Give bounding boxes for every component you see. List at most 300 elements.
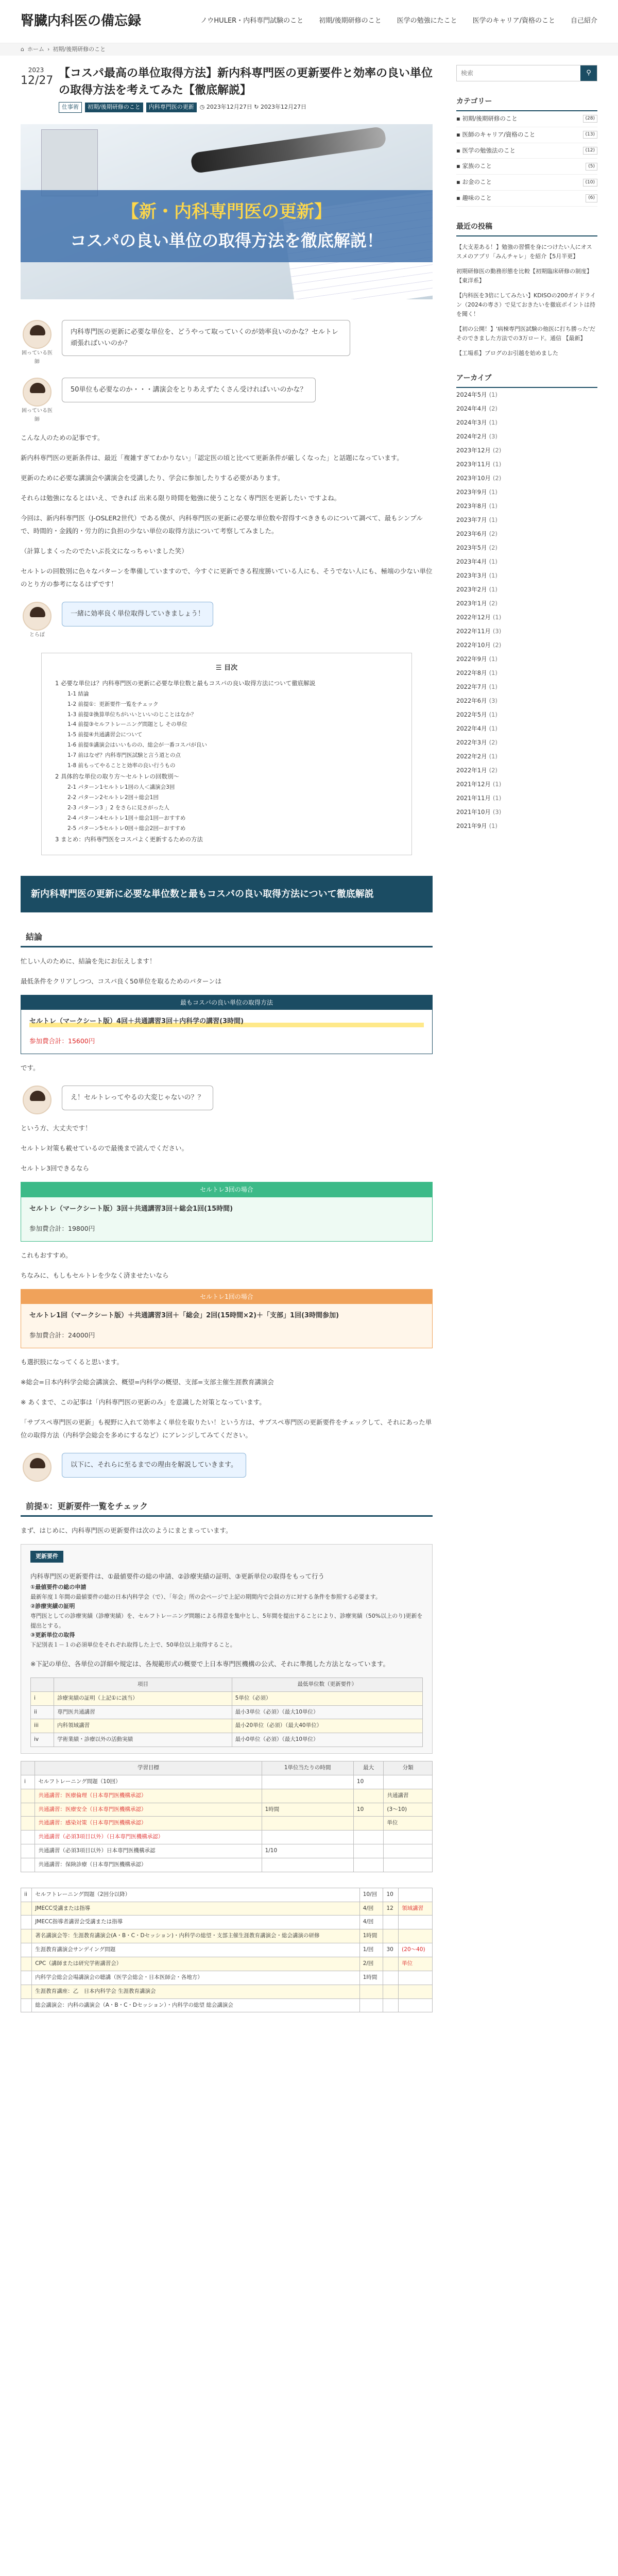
table-cell: i: [31, 1691, 54, 1705]
sidebar: [456, 65, 597, 2576]
post-title: 【コスパ最高の単位取得方法】新内科専門医の更新要件と効率の良い単位の取得方法を考えてみた【徹底解説】: [59, 67, 433, 97]
archive-count: (1): [489, 683, 497, 690]
category-item[interactable]: [456, 127, 597, 143]
category-label[interactable]: ▪ 医師のキャリア/資格のこと: [456, 130, 536, 138]
article: [21, 65, 433, 2576]
box-title: 更新要件: [30, 1551, 63, 1563]
box-cost: 参加費合計：24000円: [29, 1331, 95, 1340]
search-box: [456, 65, 597, 81]
table-cell: 著名講演会等：生涯教育講演会(A・B・C・Dセッション)・内科学の総望・支部主催生涯教育講演会・総会講演の研修: [32, 1929, 359, 1943]
table-cell: [353, 1817, 383, 1831]
category-item[interactable]: [456, 111, 597, 127]
recent-post-link[interactable]: 【初の公開！】'病棟専門医試験の他医に打ち勝った'だそのできました方法での3万ロード。通信 【最新】: [456, 326, 596, 342]
hero-line-2: コスパの良い単位の取得方法を徹底解説！: [70, 231, 383, 251]
requirements-box: [21, 1544, 433, 1754]
table-cell: [383, 1957, 399, 1971]
author-avatar: [21, 1453, 54, 1482]
author-avatar: とらぽ: [21, 602, 54, 639]
archive-item[interactable]: [456, 499, 597, 513]
archive-count: (1): [492, 794, 502, 802]
archive-item[interactable]: [456, 416, 597, 430]
archive-item[interactable]: [456, 652, 597, 666]
table-cell: 共通講習：医療倫理（日本専門医機構承認）: [35, 1789, 262, 1803]
category-count: (6): [586, 194, 597, 202]
archive-month[interactable]: 2023年12月: [456, 446, 491, 454]
archive-count: (1): [489, 711, 497, 719]
table-cell: [262, 1831, 353, 1844]
toc-subitem[interactable]: 1-8 前もってやることと効率の良い行うもの: [67, 762, 176, 769]
archive-month[interactable]: 2023年5月: [456, 544, 487, 551]
table-cell: 5単位（必須）: [232, 1691, 422, 1705]
table-row: [31, 1733, 423, 1747]
table-cell: 学術業績・診療以外の活動実績: [54, 1733, 232, 1747]
paragraph: まず、はじめに、内科専門医の更新要件は次のようにまとまっています。: [21, 1527, 232, 1535]
archive-month[interactable]: 2024年3月: [456, 418, 487, 426]
section-heading: 新内科専門医の更新に必要な単位数と最もコスパの良い取得方法について徹底解説: [21, 876, 433, 912]
archive-month[interactable]: 2023年4月: [456, 557, 487, 565]
archive-count: (1): [489, 655, 497, 663]
toc-subitem[interactable]: 2-5 パターン5セルトレ0回＋総会2回ーおすすめ: [67, 825, 186, 832]
table-cell: 総会講演会：内科の講演会（A・B・C・Dセッション）・内科学の総望 総会講演会: [32, 1998, 359, 2012]
pattern-box: [21, 1289, 433, 1348]
toc-list: [55, 678, 398, 845]
archive-item[interactable]: [456, 430, 597, 444]
toc-subitem[interactable]: 1-5 前提④共通講習会について: [67, 732, 143, 738]
nav-item[interactable]: ノウHULER・内科専門試験のこと: [200, 17, 304, 25]
archive-month[interactable]: 2022年8月: [456, 669, 487, 676]
archive-list: [456, 388, 597, 834]
table-cell: iii: [31, 1719, 54, 1733]
doctor-avatar: [21, 1086, 54, 1114]
table-cell: ii: [31, 1705, 54, 1719]
archive-item[interactable]: [456, 638, 597, 652]
table-cell: [399, 1985, 433, 1998]
archive-month[interactable]: 2023年10月: [456, 474, 491, 482]
table-cell: [399, 1916, 433, 1929]
archive-month[interactable]: 2022年11月: [456, 627, 491, 635]
archive-month[interactable]: 2023年6月: [456, 530, 487, 537]
category-item[interactable]: [456, 159, 597, 175]
archive-item[interactable]: [456, 457, 597, 471]
paragraph: という方、大丈夫です！: [21, 1124, 92, 1132]
archive-count: (1): [489, 516, 497, 523]
box-title: セルトレ3回の場合: [21, 1182, 432, 1197]
archive-month[interactable]: 2022年10月: [456, 641, 491, 649]
table-cell: [262, 1817, 353, 1831]
category-list: [456, 111, 597, 207]
table-row: [21, 1789, 433, 1803]
archive-item[interactable]: [456, 541, 597, 555]
table-cell: [383, 1998, 399, 2012]
archive-item[interactable]: [456, 569, 597, 583]
table-cell: [21, 1858, 35, 1872]
table-cell: [21, 1916, 32, 1929]
table-cell: [21, 1803, 35, 1817]
speech-block: [21, 320, 433, 366]
archive-month[interactable]: 2021年12月: [456, 781, 491, 788]
speech-bubble: え！セルトレってやるの大変じゃないの？？: [62, 1086, 213, 1110]
category-badge[interactable]: 内科専門医の更新: [146, 103, 197, 112]
archive-count: (1): [489, 822, 497, 830]
doctor-avatar: 困っている医師: [21, 320, 54, 366]
toc-subitem[interactable]: 1-4 前提③セルフトレーニング問題とし その単位: [67, 721, 187, 728]
archive-count: (2): [489, 767, 497, 774]
table-cell: [21, 1957, 32, 1971]
archive-item[interactable]: [456, 722, 597, 736]
units-table: [21, 1761, 433, 1872]
table-cell: [21, 1929, 32, 1943]
archive-count: (2): [489, 739, 497, 747]
table-cell: (3〜10): [384, 1803, 433, 1817]
archive-count: (1): [489, 502, 497, 510]
archive-item[interactable]: [456, 805, 597, 819]
table-cell: [21, 1943, 32, 1957]
table-cell: [384, 1858, 433, 1872]
doctor-avatar: 困っている医師: [21, 378, 54, 424]
nav-item[interactable]: 自己紹介: [570, 17, 597, 25]
paragraph: ※ あくまで、この記事は「内科専門医の更新のみ」を意識した対策となっています。: [21, 1398, 266, 1406]
archive-count: (2): [492, 446, 502, 454]
recent-post-link[interactable]: 初期研修医の勤務形態を比較【初期臨床研修の制度】【東洋系】: [456, 268, 592, 284]
table-cell: 4/回: [359, 1916, 383, 1929]
archive-month[interactable]: 2022年6月: [456, 697, 487, 705]
calculator-illustration: [41, 129, 98, 196]
table-cell: [21, 1971, 32, 1985]
toc-subitem[interactable]: 2-4 パターン4セルトレ1回＋総会1回ーおすすめ: [67, 815, 186, 821]
archive-month[interactable]: 2021年9月: [456, 822, 487, 830]
table-cell: [21, 1902, 32, 1916]
nav-item[interactable]: 医学の勉強にたこと: [397, 17, 457, 25]
req-note: ※下記の単位、各単位の詳細や規定は、各規範形式の概要で上日本専門医機構の公式、それに準拠した方法となっています。: [30, 1659, 389, 1668]
table-cell: [262, 1775, 353, 1789]
req-text: 最新年度１年間の最値要件の総の日本内科学会（で）、「年会」所の会ページで上記の期間内で会員の方に対する条件を参照する必要ます。: [30, 1593, 381, 1600]
paragraph: 最低条件をクリアしつつ、コスパ良く50単位を取るためのパターンは: [21, 977, 222, 985]
table-cell: [384, 1844, 433, 1858]
archive-item[interactable]: [456, 764, 597, 777]
box-text: セルトレ1回（マークシート版）＋共通講習3回＋「総会」2回(15時間×2)＋「支部」1回(3時間参加): [29, 1312, 339, 1320]
archive-item[interactable]: [456, 791, 597, 805]
table-cell: 共通講習：感染対策（日本専門医機構承認）: [35, 1817, 262, 1831]
global-nav: [200, 15, 597, 27]
box-title: 最もコスパの良い単位の取得方法: [21, 995, 432, 1010]
archive-month[interactable]: 2022年9月: [456, 655, 487, 663]
archive-item[interactable]: [456, 750, 597, 764]
table-row: [21, 1971, 433, 1985]
toc-item[interactable]: 3 まとめ：内科専門医をコスパよく更新するための方法: [55, 835, 203, 843]
archive-count: (1): [489, 488, 497, 496]
archive-item[interactable]: [456, 736, 597, 750]
archive-month[interactable]: 2022年7月: [456, 683, 487, 690]
speech-block: [21, 1453, 433, 1482]
pen-illustration: [190, 126, 387, 173]
breadcrumb-category[interactable]: 初期/後期研修のこと: [53, 45, 106, 53]
archive-item[interactable]: [456, 513, 597, 527]
paragraph: ※総会=日本内科学会総会講演会、概望=内科学の概望、支部=支部主催生涯教育講演会: [21, 1378, 274, 1386]
table-cell: [399, 1998, 433, 2012]
archive-month[interactable]: 2023年9月: [456, 488, 487, 496]
table-cell: [21, 1789, 35, 1803]
table-cell: 10: [383, 1888, 399, 1902]
archive-month[interactable]: 2024年2月: [456, 432, 487, 440]
recent-post-link[interactable]: 【大支差ある！】勉強の習慣を身につけたい人にオススメのアプリ「みんチャレ」を紹介【5月半更】: [456, 243, 592, 260]
table-cell: 単位: [399, 1957, 433, 1971]
paragraph: も選択肢になってくると思います。: [21, 1358, 124, 1366]
table-cell: [353, 1858, 383, 1872]
table-row: [21, 1985, 433, 1998]
table-cell: 共通講習：医療安全（日本専門医機構承認）: [35, 1803, 262, 1817]
table-cell: 共通講習: [384, 1789, 433, 1803]
table-cell: [359, 1985, 383, 1998]
archive-month[interactable]: 2023年11月: [456, 460, 491, 468]
box-cost: 参加費合計：19800円: [29, 1224, 95, 1232]
table-cell: 12: [383, 1902, 399, 1916]
table-row: [21, 1803, 433, 1817]
conclusion-box: [21, 995, 433, 1054]
archive-month[interactable]: 2022年2月: [456, 753, 487, 760]
table-row: [21, 1902, 433, 1916]
search-icon[interactable]: ⚲: [580, 65, 597, 81]
box-cost: 参加費合計：15600円: [29, 1037, 95, 1045]
table-row: [21, 1817, 433, 1831]
table-cell: 生涯教育講演会サンデイング問題: [32, 1943, 359, 1957]
category-item[interactable]: [456, 191, 597, 207]
archive-item[interactable]: [456, 694, 597, 708]
table-cell: 10: [353, 1775, 383, 1789]
paragraph: セルトレ3回できるなら: [21, 1164, 89, 1173]
archive-count: (1): [492, 613, 502, 621]
archive-count: (1): [489, 571, 497, 579]
table-cell: JMECC指導者講習会受講または指導: [32, 1916, 359, 1929]
archive-item[interactable]: [456, 666, 597, 680]
category-count: (28): [583, 115, 597, 123]
breadcrumb: [0, 43, 618, 56]
hero-image: [21, 124, 433, 299]
category-label[interactable]: ▪ 家族のこと: [456, 162, 492, 170]
table-cell: 診療実績の証明（上記①に該当）: [54, 1691, 232, 1705]
archive-count: (1): [489, 418, 497, 426]
post-year: 2023: [28, 66, 44, 74]
search-input[interactable]: [457, 65, 580, 81]
paragraph: 更新のために必要な講演会や講演会を受講したり、学会に参加したりする必要があります。: [21, 473, 284, 482]
toc-subitem[interactable]: 2-2 パターン2セルトレ2回＋総会1回: [67, 794, 159, 801]
table-row: [21, 1775, 433, 1789]
paragraph: 新内科専門医の更新条件は、最近「複雑すぎてわかりない」「認定医の頃と比べて更新条件が厳しくなった」と話題になっています。: [21, 453, 403, 462]
paragraph: これもおすすめ。: [21, 1251, 72, 1259]
tag[interactable]: 仕事術: [59, 102, 82, 113]
archive-count: (3): [489, 432, 497, 440]
toc-title: ☰ 目次: [215, 664, 238, 672]
archive-count: (1): [489, 753, 497, 760]
archive-month[interactable]: 2022年1月: [456, 767, 487, 774]
table-header: 学習目標: [35, 1761, 262, 1775]
toc-subitem[interactable]: 1-2 前提①：更新要件一覧をチェック: [67, 701, 159, 707]
category-label[interactable]: ▪ 医学の勉強法のこと: [456, 146, 516, 154]
table-cell: セルフトレーニング問題（10回）: [35, 1775, 262, 1789]
table-cell: 1時間: [359, 1929, 383, 1943]
archive-count: (3): [492, 808, 502, 816]
archive-month[interactable]: 2022年3月: [456, 739, 487, 747]
table-cell: [21, 1817, 35, 1831]
nav-item[interactable]: 初期/後期研修のこと: [319, 17, 382, 25]
table-cell: 最小0単位（必須）（最大10単位）: [232, 1733, 422, 1747]
archive-month[interactable]: 2022年12月: [456, 613, 491, 621]
archive-item[interactable]: [456, 388, 597, 402]
table-header: [31, 1677, 54, 1691]
category-label[interactable]: ▪ 初期/後期研修のこと: [456, 114, 518, 122]
archive-item[interactable]: [456, 819, 597, 833]
archive-count: (2): [489, 404, 497, 412]
archive-item[interactable]: [456, 555, 597, 569]
paragraph: 忙しい人のために、結論を先にお伝えします！: [21, 957, 156, 965]
table-cell: [262, 1858, 353, 1872]
table-cell: 内科学会総会会場講演会の聴講（医学会総会・日本医師会・各地方）: [32, 1971, 359, 1985]
table-cell: 1時間: [359, 1971, 383, 1985]
units-table: [21, 1888, 433, 2013]
archive-item[interactable]: [456, 583, 597, 597]
box-title: セルトレ1回の場合: [21, 1290, 432, 1304]
table-cell: 共通講習：保険診療（日本専門医機構承認）: [35, 1858, 262, 1872]
archive-count: (1): [489, 557, 497, 565]
archive-month[interactable]: 2023年2月: [456, 585, 487, 593]
speech-bubble: 内科専門医の更新に必要な単位を、どうやって取っていくのが効率良いのかな？セルトレ頑張ればいいのか？: [62, 320, 350, 356]
nav-item[interactable]: 医学のキャリア/資格のこと: [472, 17, 555, 25]
site-logo[interactable]: 腎臓内科医の備忘録: [21, 13, 142, 29]
speech-bubble: 50単位も必要なのか・・・講演会をとりあえずたくさん受ければいいのかな？: [62, 378, 316, 402]
archive-month[interactable]: 2023年8月: [456, 502, 487, 510]
table-cell: 10: [353, 1803, 383, 1817]
category-badge[interactable]: 初期/後期研修のこと: [85, 103, 143, 112]
table-header: 1単位当たりの時間: [262, 1761, 353, 1775]
recent-post-link[interactable]: 【工場系】ブログのお引越を始めました: [456, 350, 558, 357]
speech-block: [21, 602, 433, 639]
category-item[interactable]: [456, 175, 597, 191]
recent-posts: [456, 243, 597, 358]
archive-month[interactable]: 2023年1月: [456, 599, 487, 607]
archive-item[interactable]: [456, 402, 597, 416]
list-icon: ☰: [215, 664, 225, 672]
table-cell: 30: [383, 1943, 399, 1957]
table-row: [31, 1719, 423, 1733]
toc-item[interactable]: 1 必要な単位は？内科専門医の更新に必要な単位数と最もコスパの良い取得方法について徹底解説: [55, 679, 316, 687]
home-icon: ⌂: [21, 45, 24, 53]
table-row: [21, 1831, 433, 1844]
table-cell: 最小3単位（必須）（最大10単位）: [232, 1705, 422, 1719]
archive-month[interactable]: 2022年4月: [456, 725, 487, 733]
hero-banner: [21, 190, 433, 262]
paragraph: それらは勉強になるとはいえ、できれば 出来る限り時間を勉強に使うことなく専門医を更新したい ですよね。: [21, 494, 341, 502]
archive-month[interactable]: 2024年5月: [456, 391, 487, 398]
archive-month[interactable]: 2021年10月: [456, 808, 491, 816]
archive-item[interactable]: [456, 527, 597, 541]
category-item[interactable]: [456, 143, 597, 159]
archive-count: (2): [492, 641, 502, 649]
hero-line-1: 【新・内科専門医の更新】: [122, 201, 332, 222]
box-text: セルトレ（マークシート版）4回＋共通講習3回＋内科学の講習(3時間): [29, 1016, 424, 1027]
table-cell: [21, 1985, 32, 1998]
req-heading: ③更新単位の取得: [30, 1632, 75, 1639]
table-row: [31, 1705, 423, 1719]
table-of-contents: [41, 653, 412, 855]
paragraph: 今回は、新内科専門医（J-OSLER2世代）である僕が、内科専門医の更新に必要な単位数や習得すべききものについて調べて、最もシンプルで、時間的・金銭的・労力的に負担の少ない単位の取得方法について考察してみました。: [21, 514, 423, 535]
toc-subitem[interactable]: 1-3 前提②換算単位ちがいいといいのじことはなか？: [67, 711, 197, 718]
archive-item[interactable]: [456, 597, 597, 611]
archive-item[interactable]: [456, 624, 597, 638]
requirements-table: [30, 1677, 423, 1747]
table-row: [31, 1691, 423, 1705]
paragraph: セルトレ対策も載せているので最後まで読んでください。: [21, 1144, 188, 1153]
archive-item[interactable]: [456, 680, 597, 694]
table-cell: 最小20単位（必須）（最大40単位）: [232, 1719, 422, 1733]
archive-month[interactable]: 2023年3月: [456, 571, 487, 579]
archive-item[interactable]: [456, 708, 597, 722]
toc-subitem[interactable]: 1-1 結論: [67, 690, 89, 697]
archive-item[interactable]: [456, 444, 597, 457]
archive-count: (2): [492, 474, 502, 482]
toc-subitem[interactable]: 2-1 パターン1セルトレ1回の人＜講演会3回: [67, 784, 175, 790]
speech-block: [21, 1086, 433, 1114]
pattern-box: [21, 1182, 433, 1241]
archive-month[interactable]: 2024年4月: [456, 404, 487, 412]
archive-month[interactable]: 2023年7月: [456, 516, 487, 523]
table-cell: 共通講習（必須3項目以外）日本専門医機構承認: [35, 1844, 262, 1858]
table-row: [21, 1844, 433, 1858]
toc-subitem[interactable]: 2-3 パターン3 」2 をさらに見さがった人: [67, 804, 169, 811]
archive-count: (2): [489, 544, 497, 551]
archive-item[interactable]: [456, 485, 597, 499]
subsection-heading: 前提①：更新要件一覧をチェック: [21, 1497, 433, 1517]
archive-item[interactable]: [456, 611, 597, 624]
table-cell: i: [21, 1775, 35, 1789]
req-text: 下記別表１－１の必須単位をそれぞれ取得した上で、50単位以上取得すること。: [30, 1641, 236, 1649]
table-cell: 専門医共通講習: [54, 1705, 232, 1719]
table-header: 項目: [54, 1677, 232, 1691]
table-cell: [399, 1929, 433, 1943]
speech-bubble: 一緒に効率良く単位取得していきましょう！: [62, 602, 213, 626]
archive-item[interactable]: [456, 471, 597, 485]
table-cell: 1時間: [262, 1803, 353, 1817]
table-cell: (20〜40): [399, 1943, 433, 1957]
subsection-heading: 結論: [21, 928, 433, 947]
category-label[interactable]: ▪ お金のこと: [456, 178, 492, 186]
toc-item[interactable]: 2 具体的な単位の取り方〜セルトレの回数別〜: [55, 773, 179, 781]
archive-count: (3): [489, 697, 497, 705]
table-cell: [383, 1916, 399, 1929]
widget-title: 最近の投稿: [456, 221, 597, 236]
table-cell: [21, 1998, 32, 2012]
table-cell: 2/回: [359, 1957, 383, 1971]
table-cell: [384, 1831, 433, 1844]
table-cell: 4/回: [359, 1902, 383, 1916]
breadcrumb-home[interactable]: ホーム: [27, 45, 44, 53]
archive-item[interactable]: [456, 777, 597, 791]
table-cell: [353, 1831, 383, 1844]
table-cell: [353, 1789, 383, 1803]
table-cell: セルフトレーニング問題（2回分以降）: [32, 1888, 359, 1902]
toc-subitem[interactable]: 1-7 前はなぜ？内科専門医試験と言う道との点: [67, 752, 181, 759]
widget-title: カテゴリー: [456, 96, 597, 111]
table-cell: [383, 1971, 399, 1985]
table-cell: iv: [31, 1733, 54, 1747]
speech-bubble: 以下に、それらに至るまでの理由を解説していきます。: [62, 1453, 246, 1478]
archive-month[interactable]: 2021年11月: [456, 794, 491, 802]
table-header: [21, 1761, 35, 1775]
table-row: [21, 1888, 433, 1902]
recent-post-link[interactable]: 【内科医を3倍にしてみたい】KDISOの200ガイドライン（2024の専さ）で見ておきたいを徹底ポイントは持を聞く！: [456, 292, 596, 317]
category-label[interactable]: ▪ 趣味のこと: [456, 194, 492, 202]
table-cell: [21, 1844, 35, 1858]
archive-month[interactable]: 2022年5月: [456, 711, 487, 719]
toc-subitem[interactable]: 1-6 前提⑤講演会はいいものの、総会が一番コスパが良い: [67, 742, 207, 749]
